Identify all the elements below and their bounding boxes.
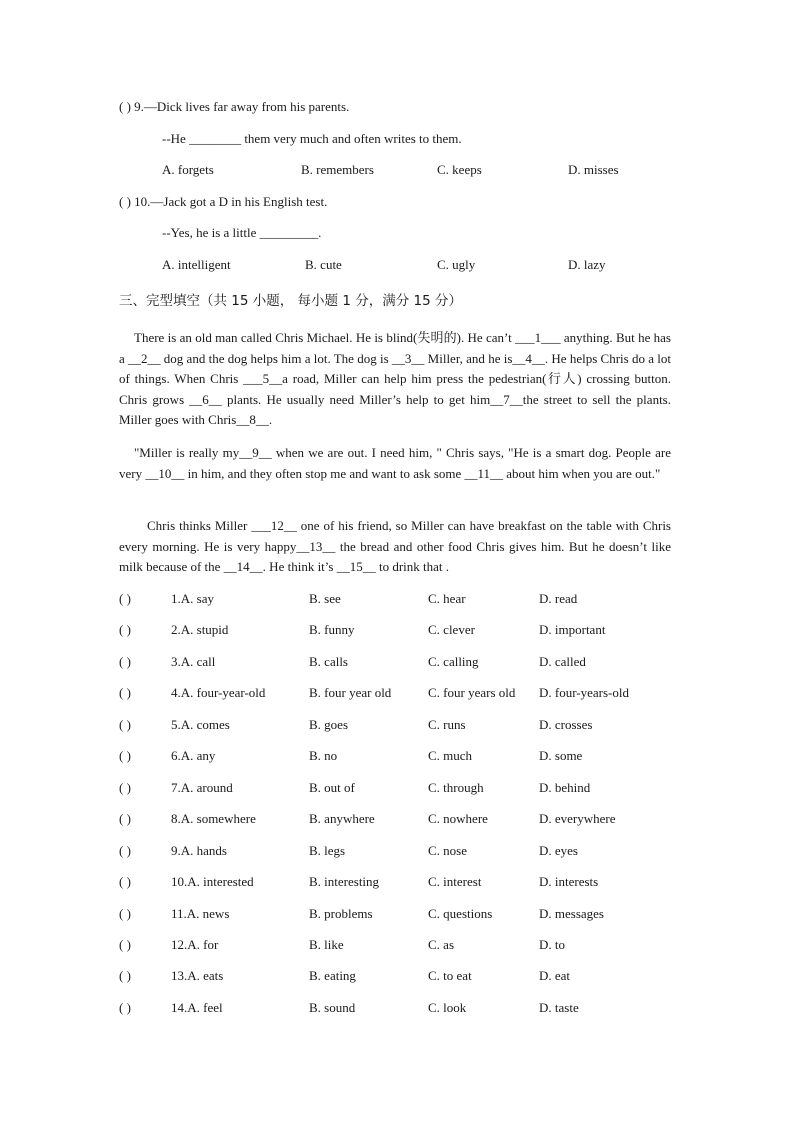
option-b: B. no	[309, 748, 338, 763]
option-b: B. goes	[309, 717, 348, 732]
option-d: D. called	[539, 654, 586, 669]
option-c: C. calling	[428, 654, 479, 669]
option-d: D. interests	[539, 874, 599, 889]
option-c: C. clever	[428, 622, 475, 637]
option-a: 10.A. interested	[171, 874, 254, 889]
answer-row-1	[119, 590, 679, 608]
option-d: D. four-years-old	[539, 685, 629, 700]
answer-paren[interactable]: ( )	[119, 811, 131, 826]
option-b: B. legs	[309, 843, 346, 858]
answer-paren[interactable]: ( )	[119, 622, 131, 637]
answer-paren[interactable]: ( )	[119, 591, 131, 606]
question-9-option-d: D. misses	[568, 162, 619, 177]
answer-paren[interactable]: ( )	[119, 654, 131, 669]
answer-paren[interactable]: ( )	[119, 780, 131, 795]
option-d: D. important	[539, 622, 606, 637]
answer-row-8	[119, 810, 679, 828]
answer-paren[interactable]: ( )	[119, 937, 131, 952]
question-9-stem: ( ) 9.—Dick lives far away from his parents.	[119, 99, 350, 114]
answer-row-3	[119, 653, 679, 671]
option-d: D. eat	[539, 968, 571, 983]
option-c: C. much	[428, 748, 473, 763]
question-9-option-a: A. forgets	[162, 162, 214, 177]
option-a: 8.A. somewhere	[171, 811, 256, 826]
answer-row-13	[119, 967, 679, 985]
option-c: C. as	[428, 937, 454, 952]
option-a: 6.A. any	[171, 748, 216, 763]
option-a: 13.A. eats	[171, 968, 224, 983]
option-c: C. nowhere	[428, 811, 488, 826]
answer-paren[interactable]: ( )	[119, 717, 131, 732]
option-a: 4.A. four-year-old	[171, 685, 266, 700]
question-10-option-c: C. ugly	[437, 257, 476, 272]
answer-row-6	[119, 747, 679, 765]
answer-row-2	[119, 621, 679, 639]
option-c: C. questions	[428, 906, 493, 921]
option-c: C. look	[428, 1000, 467, 1015]
passage-text-2: "Miller is really my__9__ when we are out. I need him, " Chris says, "He is a smart dog. People are very __10__ in him, and they often stop me and want to ask some __11__ about him when you are out."	[119, 445, 671, 481]
option-b: B. funny	[309, 622, 355, 637]
option-a: 11.A. news	[171, 906, 230, 921]
option-c: C. to eat	[428, 968, 472, 983]
answer-row-5	[119, 716, 679, 734]
option-d: D. crosses	[539, 717, 593, 732]
option-c: C. interest	[428, 874, 482, 889]
option-b: B. problems	[309, 906, 373, 921]
answer-row-4	[119, 684, 679, 702]
answer-paren[interactable]: ( )	[119, 968, 131, 983]
answer-row-14	[119, 999, 679, 1017]
answer-row-9	[119, 842, 679, 860]
option-d: D. read	[539, 591, 578, 606]
option-c: C. four years old	[428, 685, 516, 700]
option-a: 9.A. hands	[171, 843, 227, 858]
option-c: C. runs	[428, 717, 466, 732]
question-10-option-b: B. cute	[305, 257, 342, 272]
option-b: B. four year old	[309, 685, 392, 700]
answer-row-12	[119, 936, 679, 954]
answer-paren[interactable]: ( )	[119, 874, 131, 889]
option-a: 12.A. for	[171, 937, 219, 952]
option-c: C. hear	[428, 591, 466, 606]
passage-text-1: There is an old man called Chris Michael. He is blind(失明的). He can’t ___1___ anything. But he has a __2__ dog and the dog helps him a lot. The dog is __3__ Miller, and he is__4__. He helps Chris do a lot of things. When Chris ___5__a road, Miller can help him press the pedestrian(行人) crossing button. Chris grows __6__ plants. He usually need Miller’s help to get him__7__the street to sell the plants. Miller goes with Chris__8__.	[119, 330, 671, 428]
option-b: B. see	[309, 591, 341, 606]
option-b: B. sound	[309, 1000, 356, 1015]
answer-paren[interactable]: ( )	[119, 685, 131, 700]
option-b: B. like	[309, 937, 344, 952]
option-a: 14.A. feel	[171, 1000, 223, 1015]
option-b: B. calls	[309, 654, 348, 669]
question-9-reply: --He ________ them very much and often writes to them.	[162, 131, 462, 146]
option-a: 5.A. comes	[171, 717, 230, 732]
answer-paren[interactable]: ( )	[119, 1000, 131, 1015]
option-a: 2.A. stupid	[171, 622, 229, 637]
option-d: D. to	[539, 937, 565, 952]
question-10-option-a: A. intelligent	[162, 257, 231, 272]
passage-text-3: Chris thinks Miller ___12__ one of his friend, so Miller can have breakfast on the table with Chris every morning. He is very happy__13__ the bread and other food Chris gives him. But he doesn’t like milk because of the __14__. He think it’s __15__ to drink that .	[119, 518, 671, 575]
option-d: D. everywhere	[539, 811, 616, 826]
option-d: D. messages	[539, 906, 604, 921]
option-a: 1.A. say	[171, 591, 214, 606]
section-heading: 三、完型填空（共 15 小题， 每小题 1 分，满分 15 分）	[119, 293, 462, 309]
passage-paragraph-1	[119, 328, 671, 431]
question-10-option-d: D. lazy	[568, 257, 606, 272]
answer-paren[interactable]: ( )	[119, 748, 131, 763]
answer-row-10	[119, 873, 679, 891]
question-10-stem: ( ) 10.—Jack got a D in his English test.	[119, 194, 328, 209]
passage-paragraph-2	[119, 443, 671, 484]
option-c: C. nose	[428, 843, 467, 858]
option-d: D. eyes	[539, 843, 578, 858]
option-b: B. eating	[309, 968, 356, 983]
option-b: B. interesting	[309, 874, 380, 889]
option-d: D. taste	[539, 1000, 579, 1015]
answer-row-7	[119, 779, 679, 797]
question-10-reply: --Yes, he is a little _________.	[162, 225, 322, 240]
option-b: B. out of	[309, 780, 355, 795]
option-d: D. behind	[539, 780, 591, 795]
answer-paren[interactable]: ( )	[119, 843, 131, 858]
question-9-option-b: B. remembers	[301, 162, 374, 177]
option-d: D. some	[539, 748, 583, 763]
question-9-option-c: C. keeps	[437, 162, 482, 177]
answer-row-11	[119, 905, 679, 923]
option-a: 7.A. around	[171, 780, 233, 795]
option-a: 3.A. call	[171, 654, 216, 669]
option-b: B. anywhere	[309, 811, 375, 826]
answer-paren[interactable]: ( )	[119, 906, 131, 921]
passage-paragraph-3	[119, 516, 671, 578]
option-c: C. through	[428, 780, 484, 795]
